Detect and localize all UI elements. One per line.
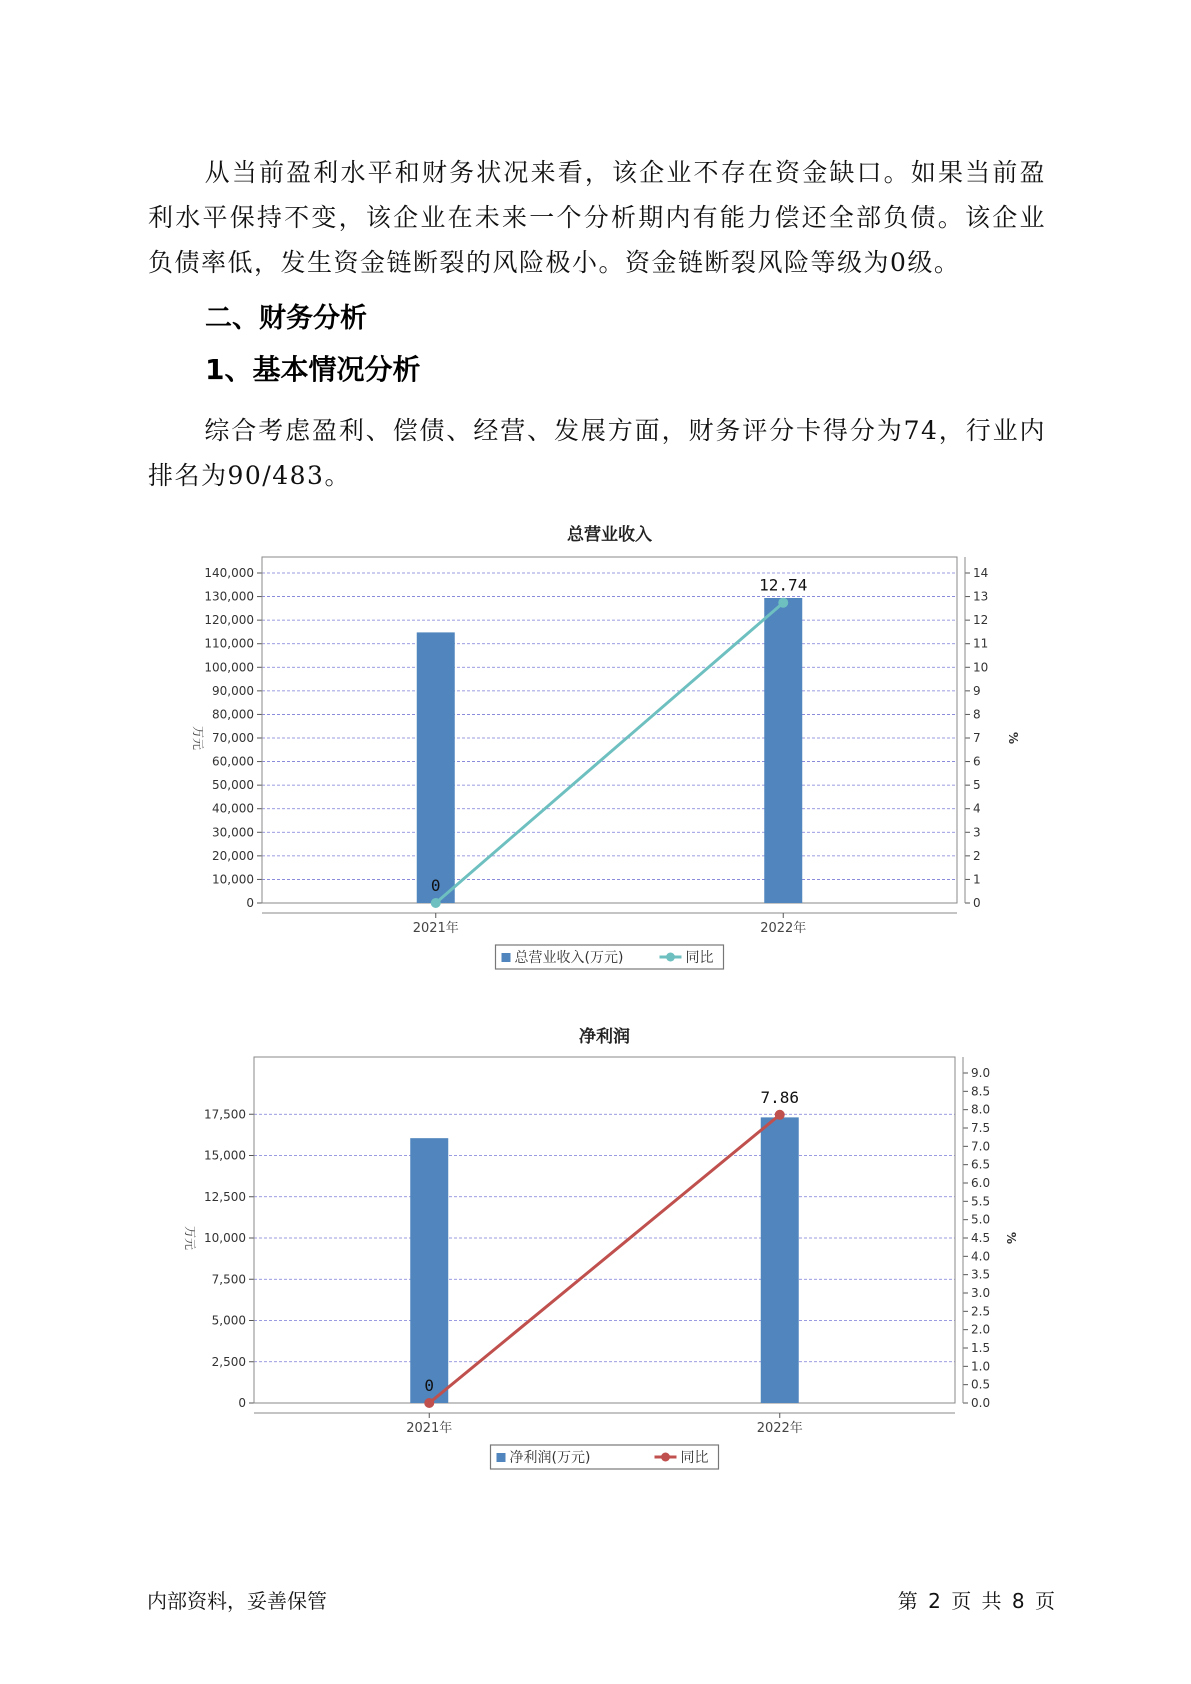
subsection-heading: 1、基本情况分析 bbox=[205, 353, 421, 386]
y2-tick-label: 4.5 bbox=[971, 1231, 991, 1245]
y-tick-label: 50,000 bbox=[212, 778, 254, 793]
paragraph-scorecard-text: 综合考虑盈利、偿债、经营、发展方面，财务评分卡得分为74，行业内排名为90/483。 bbox=[148, 416, 1046, 490]
y-tick-label: 0 bbox=[238, 1396, 246, 1410]
data-label: 7.86 bbox=[760, 1087, 800, 1107]
bar bbox=[410, 1138, 448, 1403]
footer-confidential: 内部资料，妥善保管 bbox=[147, 1589, 327, 1613]
y2-tick-label: 2.0 bbox=[971, 1322, 991, 1337]
y-tick-label: 7,500 bbox=[211, 1272, 246, 1287]
legend-swatch-point bbox=[666, 953, 675, 962]
y-axis-title: 万元 bbox=[191, 725, 205, 751]
y2-tick-label: 5.0 bbox=[971, 1212, 991, 1227]
line-point bbox=[424, 1398, 434, 1408]
y2-tick-label: 9.0 bbox=[971, 1066, 991, 1080]
y-tick-label: 2,500 bbox=[211, 1354, 246, 1369]
y2-tick-label: 2.5 bbox=[971, 1304, 991, 1319]
revenue-chart bbox=[0, 520, 1191, 980]
y2-tick-label: 14 bbox=[973, 566, 989, 580]
data-label: 0 bbox=[424, 1376, 435, 1395]
bar bbox=[761, 1117, 799, 1403]
paragraph-funding-gap-text: 从当前盈利水平和财务状况来看，该企业不存在资金缺口。如果当前盈利水平保持不变，该企业在未来一个分析期内有能力偿还全部负债。该企业负债率低，发生资金链断裂的风险极小。资金链断裂风险等级为0级。 bbox=[148, 158, 1046, 277]
net-profit-chart-svg bbox=[0, 1020, 1191, 1480]
y-tick-label: 0 bbox=[246, 896, 254, 910]
y-tick-label: 5,000 bbox=[211, 1313, 246, 1328]
line-series bbox=[429, 1115, 780, 1403]
y-tick-label: 30,000 bbox=[212, 825, 254, 840]
x-tick-label: 2021年 bbox=[412, 921, 459, 936]
paragraph-funding-gap bbox=[148, 150, 1046, 285]
y-tick-label: 120,000 bbox=[204, 613, 254, 628]
x-tick-label: 2021年 bbox=[406, 1421, 453, 1436]
y-tick-label: 15,000 bbox=[204, 1148, 246, 1163]
y2-tick-label: 3.0 bbox=[971, 1286, 991, 1300]
y-axis-title: 万元 bbox=[183, 1225, 197, 1251]
y2-tick-label: 6.0 bbox=[971, 1176, 991, 1190]
y2-tick-label: 6 bbox=[973, 754, 981, 769]
net-profit-chart bbox=[0, 1020, 1191, 1480]
legend-swatch-point bbox=[661, 1453, 670, 1462]
y2-tick-label: 3 bbox=[973, 825, 981, 840]
y2-tick-label: 8.0 bbox=[971, 1102, 991, 1117]
revenue-chart-svg bbox=[0, 520, 1191, 980]
y-tick-label: 40,000 bbox=[212, 801, 254, 816]
footer-page-number: 第 2 页 共 8 页 bbox=[897, 1589, 1055, 1613]
y-tick-label: 110,000 bbox=[204, 636, 254, 651]
plot-frame bbox=[262, 557, 957, 903]
y2-tick-label: 1.5 bbox=[971, 1341, 991, 1355]
bar bbox=[417, 632, 455, 903]
y2-tick-label: 6.5 bbox=[971, 1157, 991, 1172]
y2-tick-label: 11 bbox=[973, 636, 989, 651]
y-tick-label: 80,000 bbox=[212, 707, 254, 722]
y-tick-label: 100,000 bbox=[204, 660, 254, 675]
y2-tick-label: 2 bbox=[973, 848, 981, 863]
y-tick-label: 12,500 bbox=[204, 1189, 246, 1204]
y-tick-label: 60,000 bbox=[212, 754, 254, 769]
line-point bbox=[775, 1110, 785, 1120]
y2-tick-label: 5 bbox=[973, 778, 981, 793]
y2-tick-label: 0.0 bbox=[971, 1396, 991, 1410]
bar bbox=[764, 598, 802, 903]
y2-axis-title: % bbox=[1004, 1231, 1018, 1245]
line-series bbox=[436, 603, 784, 903]
data-label: 0 bbox=[430, 876, 441, 895]
y2-tick-label: 0 bbox=[973, 896, 981, 910]
line-point bbox=[778, 598, 788, 608]
y2-axis-title: % bbox=[1006, 731, 1020, 745]
y2-tick-label: 7.0 bbox=[971, 1139, 991, 1154]
y2-tick-label: 13 bbox=[973, 589, 989, 604]
y2-tick-label: 9 bbox=[973, 683, 981, 698]
y-tick-label: 17,500 bbox=[204, 1107, 246, 1122]
x-tick-label: 2022年 bbox=[760, 921, 807, 936]
y2-tick-label: 1.0 bbox=[971, 1359, 991, 1374]
data-label: 12.74 bbox=[759, 575, 808, 595]
legend-label-line: 同比 bbox=[680, 1450, 709, 1466]
y-tick-label: 10,000 bbox=[204, 1231, 246, 1245]
y2-tick-label: 7 bbox=[973, 731, 981, 745]
y2-tick-label: 3.5 bbox=[971, 1267, 991, 1282]
plot-frame bbox=[254, 1057, 955, 1403]
y2-tick-label: 4 bbox=[973, 801, 981, 816]
y2-tick-label: 8.5 bbox=[971, 1084, 991, 1099]
legend-label-line: 同比 bbox=[685, 950, 714, 966]
y2-tick-label: 1 bbox=[973, 872, 981, 887]
section-heading: 二、财务分析 bbox=[205, 303, 367, 334]
paragraph-scorecard bbox=[148, 408, 1046, 498]
line-point bbox=[431, 898, 441, 908]
y-tick-label: 130,000 bbox=[204, 589, 254, 604]
legend-swatch-bar bbox=[502, 953, 511, 962]
legend-label-bar: 净利润(万元) bbox=[509, 1450, 591, 1466]
y-tick-label: 10,000 bbox=[212, 872, 254, 887]
x-tick-label: 2022年 bbox=[756, 1421, 803, 1436]
legend-swatch-bar bbox=[497, 1453, 506, 1462]
legend-label-bar: 总营业收入(万元) bbox=[514, 950, 624, 966]
y2-tick-label: 5.5 bbox=[971, 1194, 991, 1209]
y2-tick-label: 4.0 bbox=[971, 1249, 991, 1264]
y2-tick-label: 0.5 bbox=[971, 1377, 991, 1392]
y-tick-label: 90,000 bbox=[212, 683, 254, 698]
chart-title: 净利润 bbox=[579, 1027, 630, 1047]
y-tick-label: 20,000 bbox=[212, 848, 254, 863]
y-tick-label: 70,000 bbox=[212, 731, 254, 745]
y2-tick-label: 12 bbox=[973, 613, 989, 628]
y2-tick-label: 10 bbox=[973, 660, 989, 675]
y2-tick-label: 7.5 bbox=[971, 1121, 991, 1135]
y-tick-label: 140,000 bbox=[204, 566, 254, 580]
y2-tick-label: 8 bbox=[973, 707, 981, 722]
chart-title: 总营业收入 bbox=[567, 525, 652, 545]
